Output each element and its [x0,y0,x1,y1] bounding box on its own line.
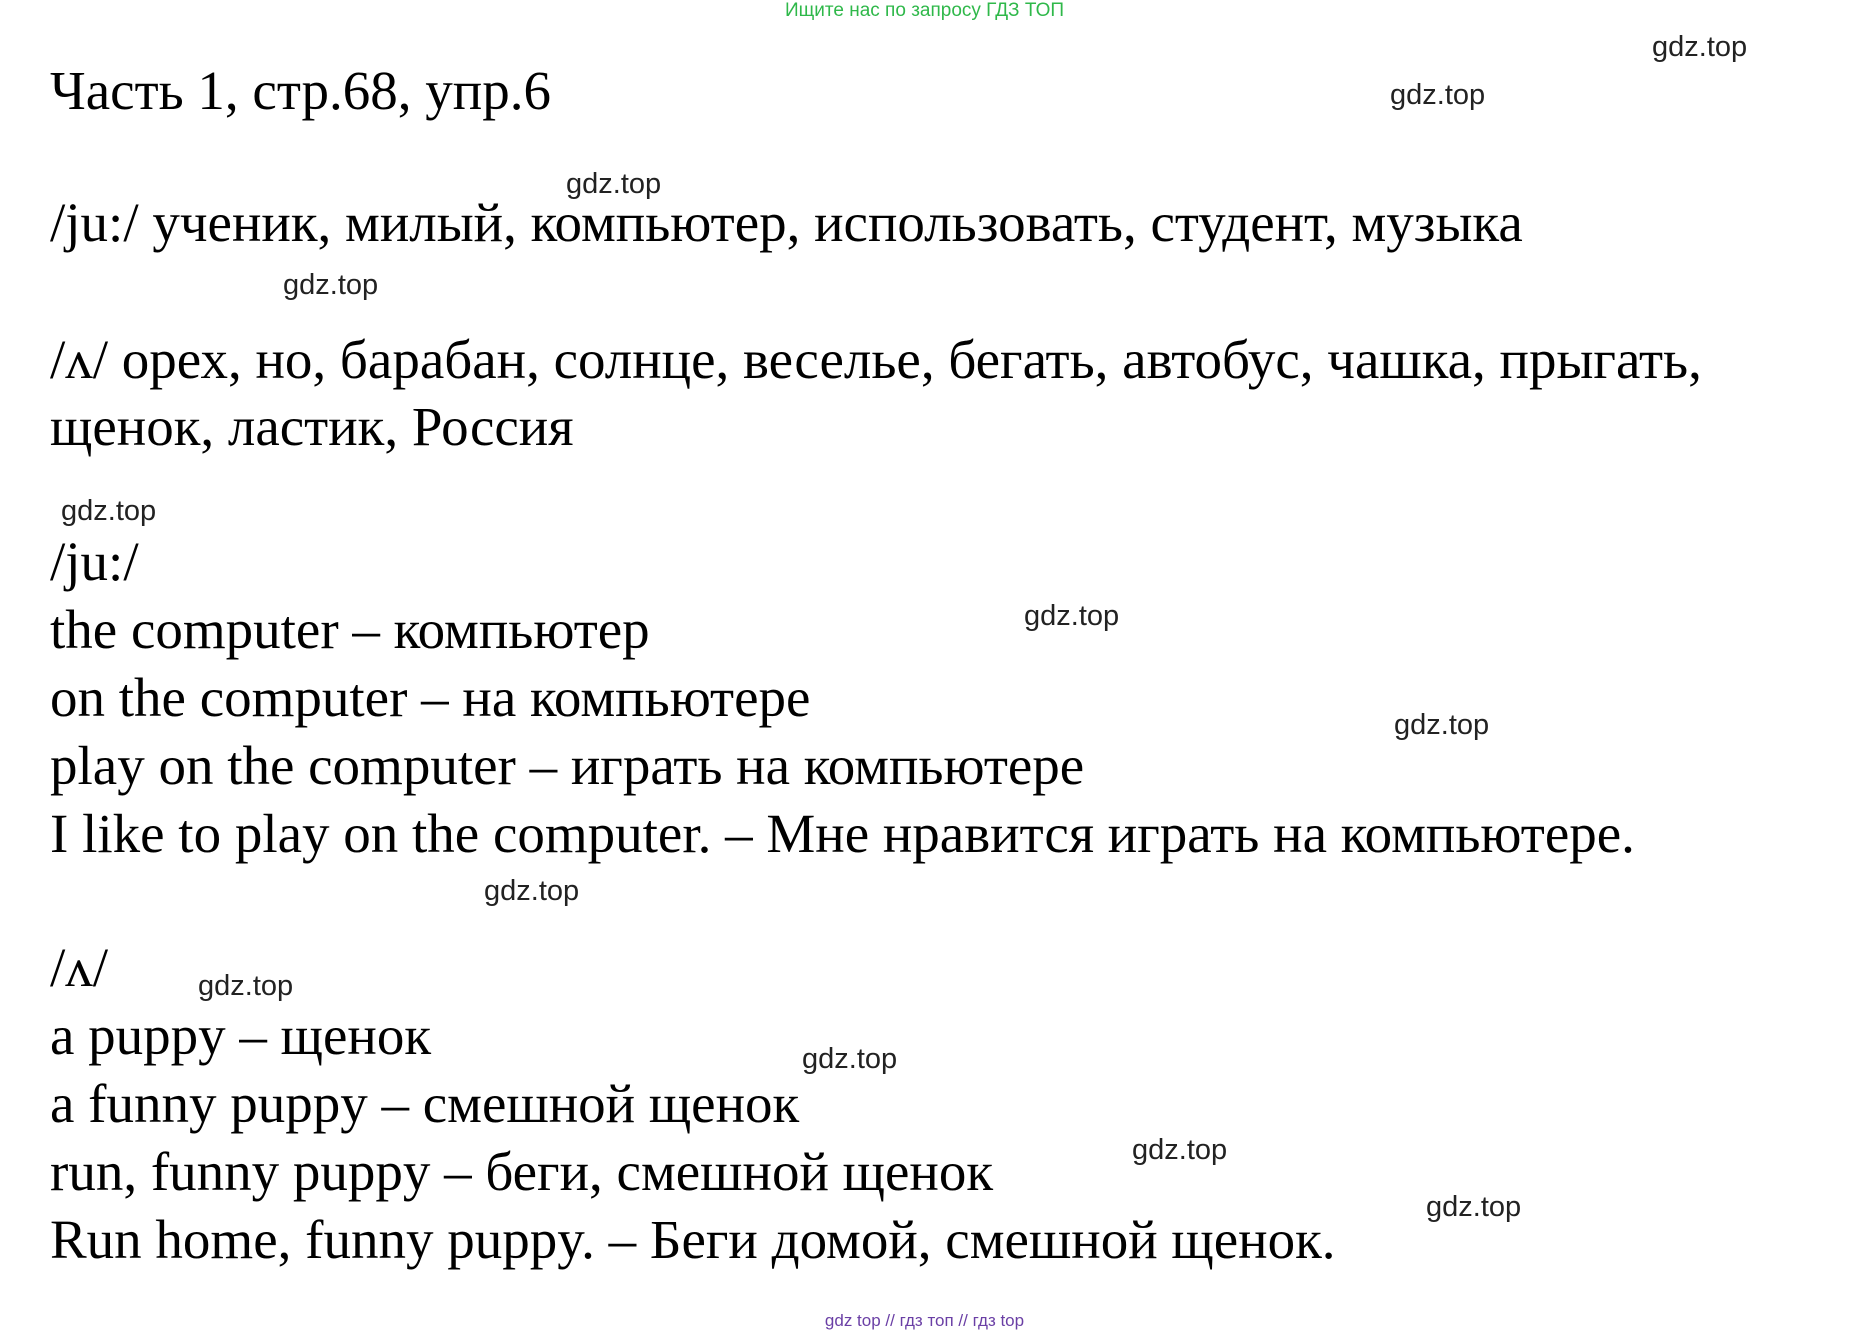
text-line: /ʌ/ орех, но, барабан, солнце, веселье, бегать, автобус, чашка, прыгать, [50,329,1702,390]
text-line: /ʌ/ [50,937,109,998]
text-line: a puppy – щенок [50,1005,432,1066]
text-line: Run home, funny puppy. – Беги домой, смешной щенок. [50,1209,1336,1270]
watermark: gdz.top [61,495,157,527]
text-line: /ju:/ [50,531,139,592]
watermark: gdz.top [802,1043,898,1075]
watermark: gdz.top [1394,709,1490,741]
text-line: a funny puppy – смешной щенок [50,1073,800,1134]
watermark: gdz.top [1652,31,1748,63]
page-heading: Часть 1, стр.68, упр.6 [50,60,551,121]
footer-watermark: gdz top // гдз топ // гдз top [824,1311,1025,1330]
text-line: I like to play on the computer. – Мне нравится играть на компьютере. [50,803,1635,864]
text-line: /ju:/ ученик, милый, компьютер, использовать, студент, музыка [50,192,1523,253]
text-line: on the computer – на компьютере [50,667,811,728]
text-line: щенок, ластик, Россия [50,396,574,457]
text-line: the computer – компьютер [50,599,650,660]
top-banner: Ищите нас по запросу ГДЗ ТОП [784,0,1065,21]
watermark: gdz.top [566,168,662,200]
watermark: gdz.top [1390,79,1486,111]
text-line: run, funny puppy – беги, смешной щенок [50,1141,994,1202]
watermark: gdz.top [198,970,294,1002]
watermark: gdz.top [1426,1191,1522,1223]
watermark: gdz.top [1024,600,1120,632]
text-line: play on the computer – играть на компьютере [50,735,1085,796]
watermark: gdz.top [484,875,580,907]
watermark: gdz.top [283,269,379,301]
watermark: gdz.top [1132,1134,1228,1166]
